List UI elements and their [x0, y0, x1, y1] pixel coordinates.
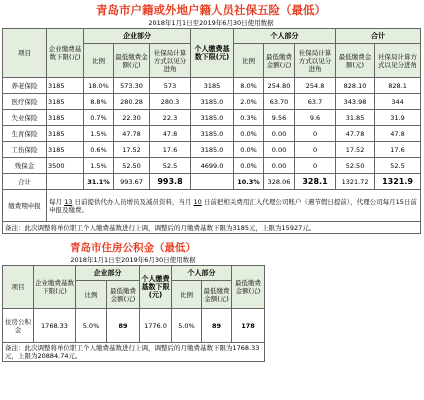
row-e-min: 22.30 [114, 110, 150, 126]
header-personal: 个人部分 [234, 29, 336, 44]
row-e-ratio: 1.5% [84, 126, 114, 142]
deadline-row [3, 190, 421, 222]
total-p-min: 328.06 [264, 174, 295, 190]
row-e-ratio: 1.5% [84, 158, 114, 174]
deadline-day-2: 10 [193, 197, 202, 206]
deadline-part-3: 日前把相关费用汇入代理公司账户（遇节假日提前），代理公司每月15日前申报及缴费。 [49, 197, 417, 214]
row-e-min: 280.28 [114, 94, 150, 110]
social-security-table [2, 28, 421, 234]
fund-note-row [3, 343, 265, 362]
header-personal-base: 个人缴费基数下限(元) [191, 29, 234, 78]
fund-header-e-ratio: 比例 [76, 281, 107, 309]
total-p-calc: 328.1 [295, 174, 336, 190]
page [2, 2, 420, 362]
fund-row-base: 1768.33 [34, 309, 76, 343]
header-e-min: 最低缴费金额(元) [114, 44, 150, 78]
row-p-calc: 254.8 [295, 78, 336, 94]
fund-row-p-min: 89 [202, 309, 232, 343]
note-row [3, 222, 421, 234]
header-t-min: 最低缴费金额(元) [336, 44, 375, 78]
row-e-ratio: 0.7% [84, 110, 114, 126]
row-p-calc: 0 [295, 126, 336, 142]
fund-row-t-min: 178 [232, 309, 265, 343]
total-e-min: 993.67 [114, 174, 150, 190]
row-p-base: 3185.0 [191, 110, 234, 126]
row-item: 残保金 [3, 158, 47, 174]
row-item: 养老保险 [3, 78, 47, 94]
row-p-min: 9.56 [264, 110, 295, 126]
row-e-calc: 52.5 [150, 158, 191, 174]
row-e-min: 17.52 [114, 142, 150, 158]
header-p-min: 最低缴费金额(元) [264, 44, 295, 78]
table-row [3, 126, 421, 142]
fund-row-item: 住房公积金 [3, 309, 34, 343]
fund-header-e-min: 最低缴费金额(元) [107, 281, 140, 309]
row-e-min: 47.78 [114, 126, 150, 142]
row-base: 3185 [47, 78, 84, 94]
fund-header-item: 项目 [3, 266, 34, 309]
row-p-min: 254.80 [264, 78, 295, 94]
row-p-base: 3185.0 [191, 126, 234, 142]
deadline-label: 缴费期申报 [3, 190, 47, 222]
row-e-ratio: 18.0% [84, 78, 114, 94]
header-enterprise: 企业部分 [84, 29, 191, 44]
row-p-min: 0.00 [264, 142, 295, 158]
deadline-part-2: 日前提供代办人员增员及减员资料，当月 [74, 197, 192, 206]
row-e-min: 573.30 [114, 78, 150, 94]
header-p-ratio: 比例 [234, 44, 264, 78]
row-p-calc: 0 [295, 142, 336, 158]
row-item: 工伤保险 [3, 142, 47, 158]
row-t-calc: 344 [375, 94, 421, 110]
total-item: 合计 [3, 174, 47, 190]
total-e-calc: 993.8 [150, 174, 191, 190]
table-row [3, 78, 421, 94]
deadline-part-1: 每月 [49, 197, 62, 206]
total-p-base-empty [191, 174, 234, 190]
row-base: 3185 [47, 126, 84, 142]
housing-fund-title: 青岛市住房公积金（最低） [70, 242, 196, 254]
total-p-ratio: 10.3% [234, 174, 264, 190]
row-t-calc: 17.6 [375, 142, 421, 158]
row-t-min: 47.78 [336, 126, 375, 142]
fund-row-e-ratio: 5.0% [76, 309, 107, 343]
row-t-calc: 828.1 [375, 78, 421, 94]
row-e-calc: 280.3 [150, 94, 191, 110]
row-e-calc: 573 [150, 78, 191, 94]
row-t-min: 52.50 [336, 158, 375, 174]
fund-row-p-base: 1776.0 [140, 309, 172, 343]
row-base: 3185 [47, 94, 84, 110]
fund-row-e-min: 89 [107, 309, 140, 343]
row-e-ratio: 0.6% [84, 142, 114, 158]
row-p-calc: 63.7 [295, 94, 336, 110]
row-base: 3185 [47, 142, 84, 158]
ss-note: 备注：此次调整将单位职工个人缴费基数进行上调，调整后的月缴费基数下限为3185元，上限为15927元。 [3, 222, 421, 234]
row-e-min: 52.50 [114, 158, 150, 174]
row-p-base: 3185.0 [191, 142, 234, 158]
row-p-ratio: 0.0% [234, 142, 264, 158]
fund-row-p-ratio: 5.0% [172, 309, 202, 343]
table-row [3, 158, 421, 174]
row-item: 失业保险 [3, 110, 47, 126]
header-e-calc: 社保局计算方式以见分进角 [150, 44, 191, 78]
row-p-calc: 0 [295, 158, 336, 174]
total-base-empty [47, 174, 84, 190]
row-e-calc: 17.6 [150, 142, 191, 158]
header-e-ratio: 比例 [84, 44, 114, 78]
row-t-calc: 52.5 [375, 158, 421, 174]
row-p-ratio: 2.0% [234, 94, 264, 110]
fund-header-base: 企业缴费基数下限(元) [34, 266, 76, 309]
header-base: 企业缴费基数下限(元) [47, 29, 84, 78]
fund-row [3, 309, 265, 343]
total-t-calc: 1321.9 [375, 174, 421, 190]
header-t-calc: 社保局计算方式以见分进角 [375, 44, 421, 78]
housing-fund-subtitle: 2018年1月1日至2019年6月30日使用数据 [70, 256, 196, 264]
row-t-min: 343.98 [336, 94, 375, 110]
row-p-ratio: 0.0% [234, 126, 264, 142]
table-row [3, 142, 421, 158]
total-row [3, 174, 421, 190]
row-item: 生育保险 [3, 126, 47, 142]
table-row [3, 94, 421, 110]
row-p-calc: 9.6 [295, 110, 336, 126]
row-p-ratio: 0.3% [234, 110, 264, 126]
hf-note: 备注：此次调整将单位职工个人缴费基数进行上调，调整后的月缴费基数下限为1768.33元，上限为20884.74元。 [3, 343, 265, 362]
fund-header-total-min: 最低缴费金额(元) [232, 266, 265, 309]
header-p-calc: 社保局计算方式以见分进角 [295, 44, 336, 78]
row-p-min: 63.70 [264, 94, 295, 110]
fund-header-enterprise: 企业部分 [76, 266, 140, 281]
housing-fund-table [2, 265, 265, 362]
row-e-calc: 47.8 [150, 126, 191, 142]
row-t-min: 828.10 [336, 78, 375, 94]
total-e-ratio: 31.1% [84, 174, 114, 190]
header-total: 合计 [336, 29, 421, 44]
fund-header-personal-base: 个人缴费基数下限(元) [140, 266, 172, 309]
row-p-min: 0.00 [264, 126, 295, 142]
row-e-ratio: 8.8% [84, 94, 114, 110]
row-t-min: 17.52 [336, 142, 375, 158]
row-p-ratio: 0.0% [234, 158, 264, 174]
fund-header-p-min: 最低缴费金额(元) [202, 281, 232, 309]
row-p-base: 4699.0 [191, 158, 234, 174]
row-p-min: 0.00 [264, 158, 295, 174]
header-item: 项目 [3, 29, 47, 78]
fund-header-personal: 个人部分 [172, 266, 232, 281]
row-e-calc: 22.3 [150, 110, 191, 126]
social-security-title: 青岛市户籍或外地户籍人员社保五险（最低） [96, 3, 326, 17]
row-item: 医疗保险 [3, 94, 47, 110]
row-base: 3500 [47, 158, 84, 174]
total-t-min: 1321.72 [336, 174, 375, 190]
row-p-base: 3185 [191, 78, 234, 94]
fund-header-p-ratio: 比例 [172, 281, 202, 309]
row-p-ratio: 8.0% [234, 78, 264, 94]
deadline-day-1: 13 [64, 197, 73, 206]
row-t-calc: 31.9 [375, 110, 421, 126]
deadline-text [47, 190, 421, 222]
table-row [3, 110, 421, 126]
social-security-subtitle: 2018年1月1日至2019年6月30日使用数据 [148, 19, 274, 27]
row-t-min: 31.85 [336, 110, 375, 126]
row-base: 3185 [47, 110, 84, 126]
row-t-calc: 47.8 [375, 126, 421, 142]
row-p-base: 3185.0 [191, 94, 234, 110]
